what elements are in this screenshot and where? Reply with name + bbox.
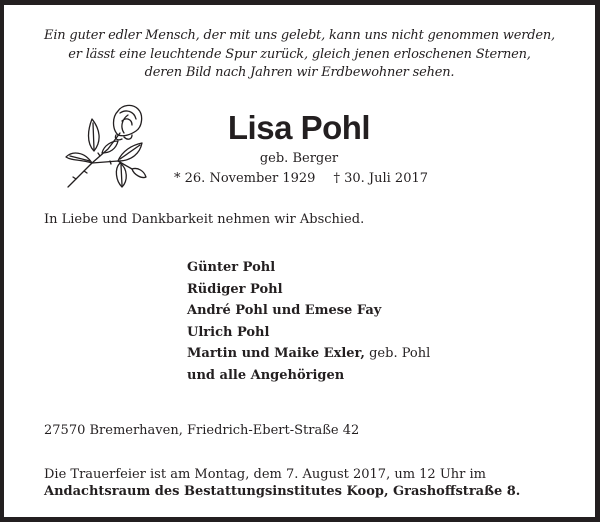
mourners-list — [187, 257, 430, 387]
life-dates — [174, 171, 474, 187]
poem — [4, 27, 595, 83]
birth-date: * 26. November 1929 — [174, 171, 316, 186]
mourner: Ulrich Pohl — [187, 324, 270, 340]
mourner-suffix: geb. Pohl — [364, 346, 431, 362]
service-location: Andachtsraum des Bestattungsinstitutes Koop, Grashoffstraße 8. — [44, 484, 521, 499]
mourner: Rüdiger Pohl — [187, 281, 283, 297]
poem-line: er lässt eine leuchtende Spur zurück, gleich jenen erloschenen Sternen, — [68, 46, 531, 62]
mourner: Günter Pohl — [187, 260, 276, 275]
maiden-name: geb. Berger — [259, 151, 339, 166]
rose-icon — [62, 99, 148, 191]
mourner: André Pohl und Emese Fay — [187, 303, 382, 319]
poem-line: Ein guter edler Mensch, der mit uns gelebt, kann uns nicht genommen werden, — [44, 28, 555, 43]
mourner: Martin und Maike Exler, geb. Pohl — [187, 346, 431, 362]
poem-line: deren Bild nach Jahren wir Erdbewohner sehen. — [144, 65, 455, 80]
family-address: 27570 Bremerhaven, Friedrich-Ebert-Straße 42 — [44, 423, 360, 438]
farewell-text: In Liebe und Dankbarkeit nehmen wir Abschied. — [44, 212, 365, 227]
deceased-name: Lisa Pohl — [227, 109, 371, 146]
obituary-notice — [4, 5, 595, 517]
mourner: und alle Angehörigen — [187, 367, 345, 383]
death-date: † 30. Juli 2017 — [333, 171, 429, 186]
funeral-service-info — [44, 466, 520, 500]
service-line: Die Trauerfeier ist am Montag, dem 7. August 2017, um 12 Uhr im — [44, 467, 486, 482]
